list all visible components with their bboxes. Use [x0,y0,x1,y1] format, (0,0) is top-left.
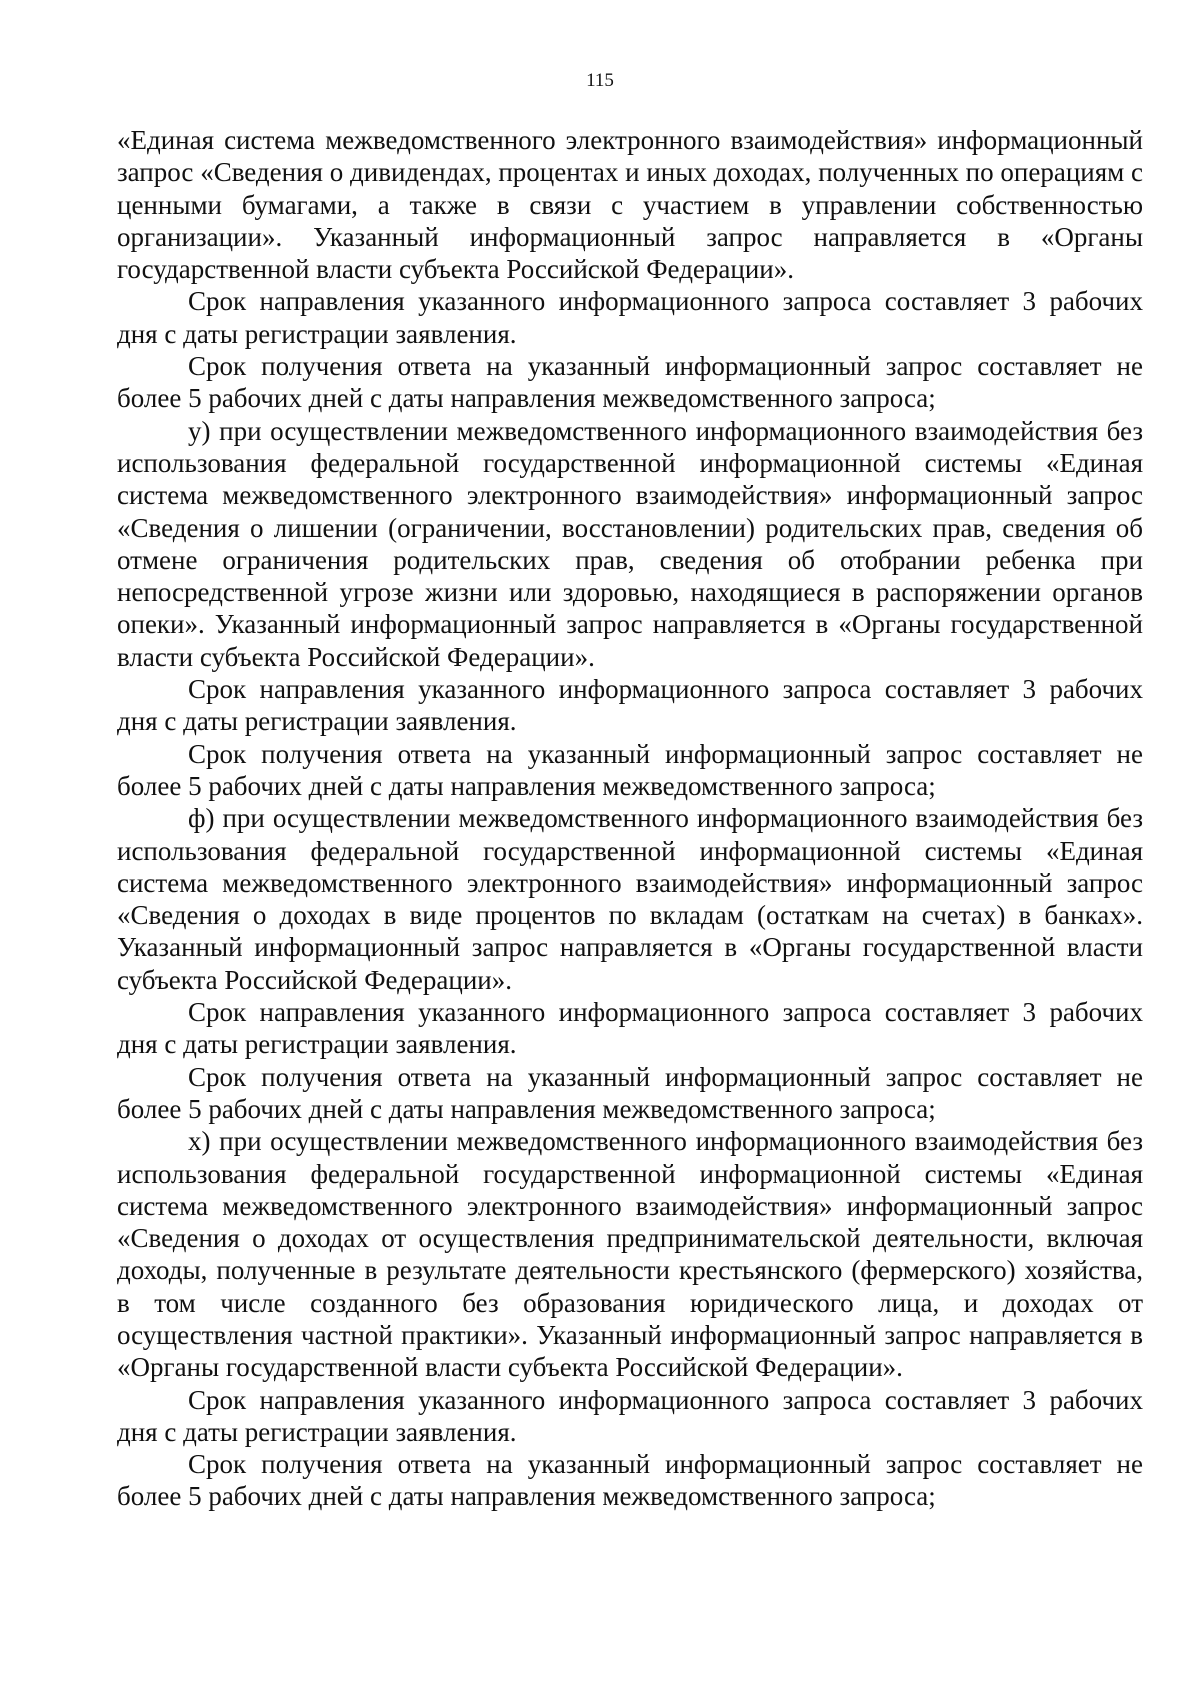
paragraph-request-deadline: Срок направления указанного информационного запроса составляет 3 рабочих дня с даты регистрации заявления. [117,286,1143,349]
paragraph-item-u: у) при осуществлении межведомственного информационного взаимодействия без использования федеральной государственной информационной системы «Единая система межведомственного электронного взаимодействия» информационный запрос «Сведения о лишении (ограничении, восстановлении) родительских прав, сведения об отмене ограничения родительских прав, сведения об отобрании ребенка при непосредственной угрозе жизни или здоровью, находящиеся в распоряжении органов опеки». Указанный информационный запрос направляется в «Органы государственной власти субъекта Российской Федерации». [117,415,1143,672]
paragraph-response-deadline: Срок получения ответа на указанный информационный запрос составляет не более 5 рабочих дней с даты направления межведомственного запроса; [117,1061,1143,1124]
paragraph-continuation: «Единая система межведомственного электронного взаимодействия» информационный запрос «Сведения о дивидендах, процентах и иных доходах, полученных по операциям с ценными бумагами, а также в связи с участием в управлении собственностью организации». Указанный информационный запрос направляется в «Органы государственной власти субъекта Российской Федерации». [117,125,1143,285]
paragraph-request-deadline: Срок направления указанного информационного запроса составляет 3 рабочих дня с даты регистрации заявления. [117,997,1143,1060]
paragraph-response-deadline: Срок получения ответа на указанный информационный запрос составляет не более 5 рабочих дней с даты направления межведомственного запроса; [117,1449,1143,1512]
paragraph-response-deadline: Срок получения ответа на указанный информационный запрос составляет не более 5 рабочих дней с даты направления межведомственного запроса; [117,351,1143,414]
page-number: 115 [586,70,614,91]
paragraph-item-kh: х) при осуществлении межведомственного информационного взаимодействия без использования федеральной государственной информационной системы «Единая система межведомственного электронного взаимодействия» информационный запрос «Сведения о доходах от осуществления предпринимательской деятельности, включая доходы, полученные в результате деятельности крестьянского (фермерского) хозяйства, в том числе созданного без образования юридического лица, и доходах от осуществления частной практики». Указанный информационный запрос направляется в «Органы государственной власти субъекта Российской Федерации». [117,1126,1143,1383]
paragraph-request-deadline: Срок направления указанного информационного запроса составляет 3 рабочих дня с даты регистрации заявления. [117,1384,1143,1447]
document-body [117,124,1143,1513]
paragraph-item-f: ф) при осуществлении межведомственного информационного взаимодействия без использования федеральной государственной информационной системы «Единая система межведомственного электронного взаимодействия» информационный запрос «Сведения о доходах в виде процентов по вкладам (остаткам на счетах) в банках». Указанный информационный запрос направляется в «Органы государственной власти субъекта Российской Федерации». [117,803,1143,995]
paragraph-response-deadline: Срок получения ответа на указанный информационный запрос составляет не более 5 рабочих дней с даты направления межведомственного запроса; [117,738,1143,801]
paragraph-request-deadline: Срок направления указанного информационного запроса составляет 3 рабочих дня с даты регистрации заявления. [117,674,1143,737]
